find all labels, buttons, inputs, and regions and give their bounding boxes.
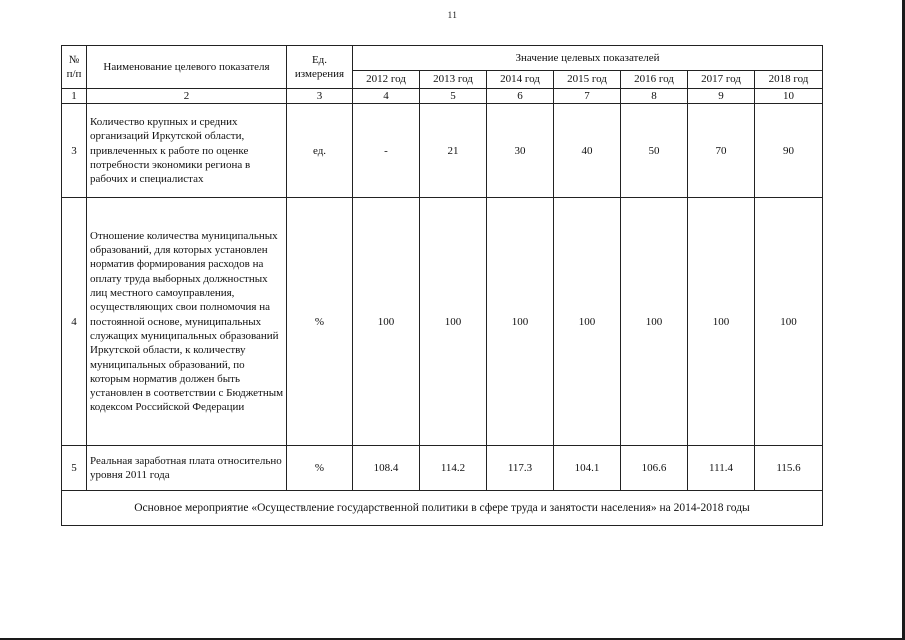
column-number: 5 bbox=[420, 89, 487, 104]
indicator-value: 90 bbox=[755, 104, 823, 198]
indicator-value: 114.2 bbox=[420, 446, 487, 491]
indicator-value: 100 bbox=[420, 198, 487, 446]
main-event-title: Основное мероприятие «Осуществление государственной политики в сфере труда и занятости населения» на 2014-2018 годы bbox=[62, 491, 823, 526]
indicator-value: 30 bbox=[487, 104, 554, 198]
column-number: 3 bbox=[287, 89, 353, 104]
indicator-value: 21 bbox=[420, 104, 487, 198]
header-year: 2016 год bbox=[621, 71, 688, 89]
main-event-row bbox=[62, 491, 823, 526]
table-row bbox=[62, 446, 823, 491]
column-number: 10 bbox=[755, 89, 823, 104]
indicator-value: 100 bbox=[554, 198, 621, 446]
row-number: 5 bbox=[62, 446, 87, 491]
indicator-name: Реальная заработная плата относительно уровня 2011 года bbox=[87, 446, 287, 491]
column-number: 4 bbox=[353, 89, 420, 104]
column-number: 6 bbox=[487, 89, 554, 104]
header-year: 2015 год bbox=[554, 71, 621, 89]
header-num: № п/п bbox=[62, 46, 87, 89]
indicator-name: Количество крупных и средних организаций Иркутской области, привлеченных к работе по оценке потребности экономики региона в рабочих и специалистах bbox=[87, 104, 287, 198]
table-row bbox=[62, 198, 823, 446]
indicator-value: 70 bbox=[688, 104, 755, 198]
page-number: 11 bbox=[447, 10, 458, 20]
header-indicator-name: Наименование целевого показателя bbox=[87, 46, 287, 89]
column-number: 9 bbox=[688, 89, 755, 104]
indicator-unit: ед. bbox=[287, 104, 353, 198]
header-year: 2012 год bbox=[353, 71, 420, 89]
indicator-value: 104.1 bbox=[554, 446, 621, 491]
indicator-unit: % bbox=[287, 446, 353, 491]
column-numbers-row bbox=[62, 89, 823, 104]
column-number: 2 bbox=[87, 89, 287, 104]
row-number: 3 bbox=[62, 104, 87, 198]
indicator-value: 100 bbox=[487, 198, 554, 446]
indicator-unit: % bbox=[287, 198, 353, 446]
row-number: 4 bbox=[62, 198, 87, 446]
indicator-value: 111.4 bbox=[688, 446, 755, 491]
table-row bbox=[62, 104, 823, 198]
indicator-name: Отношение количества муниципальных образований, для которых установлен норматив формирования расходов на оплату труда выборных должностных лиц местного самоуправления, осуществляющих свои полномочия на постоянной основе, муниципальных служащих муниципальных образований Иркутской области, к количеству муниципальных образований, по которым норматив должен быть установлен в соответствии с Бюджетным кодексом Российской Федерации bbox=[87, 198, 287, 446]
column-number: 1 bbox=[62, 89, 87, 104]
header-row bbox=[62, 46, 823, 71]
column-number: 8 bbox=[621, 89, 688, 104]
indicator-value: 100 bbox=[621, 198, 688, 446]
indicator-value: 108.4 bbox=[353, 446, 420, 491]
indicator-value: 50 bbox=[621, 104, 688, 198]
header-year: 2013 год bbox=[420, 71, 487, 89]
indicator-value: 115.6 bbox=[755, 446, 823, 491]
header-year: 2017 год bbox=[688, 71, 755, 89]
indicator-value: - bbox=[353, 104, 420, 198]
header-values-group: Значение целевых показателей bbox=[353, 46, 823, 71]
indicator-value: 100 bbox=[688, 198, 755, 446]
indicator-value: 106.6 bbox=[621, 446, 688, 491]
indicator-value: 100 bbox=[353, 198, 420, 446]
indicator-value: 117.3 bbox=[487, 446, 554, 491]
header-year: 2014 год bbox=[487, 71, 554, 89]
header-unit: Ед. измерения bbox=[287, 46, 353, 89]
indicators-table bbox=[61, 45, 823, 526]
indicator-value: 40 bbox=[554, 104, 621, 198]
column-number: 7 bbox=[554, 89, 621, 104]
indicator-value: 100 bbox=[755, 198, 823, 446]
header-year: 2018 год bbox=[755, 71, 823, 89]
